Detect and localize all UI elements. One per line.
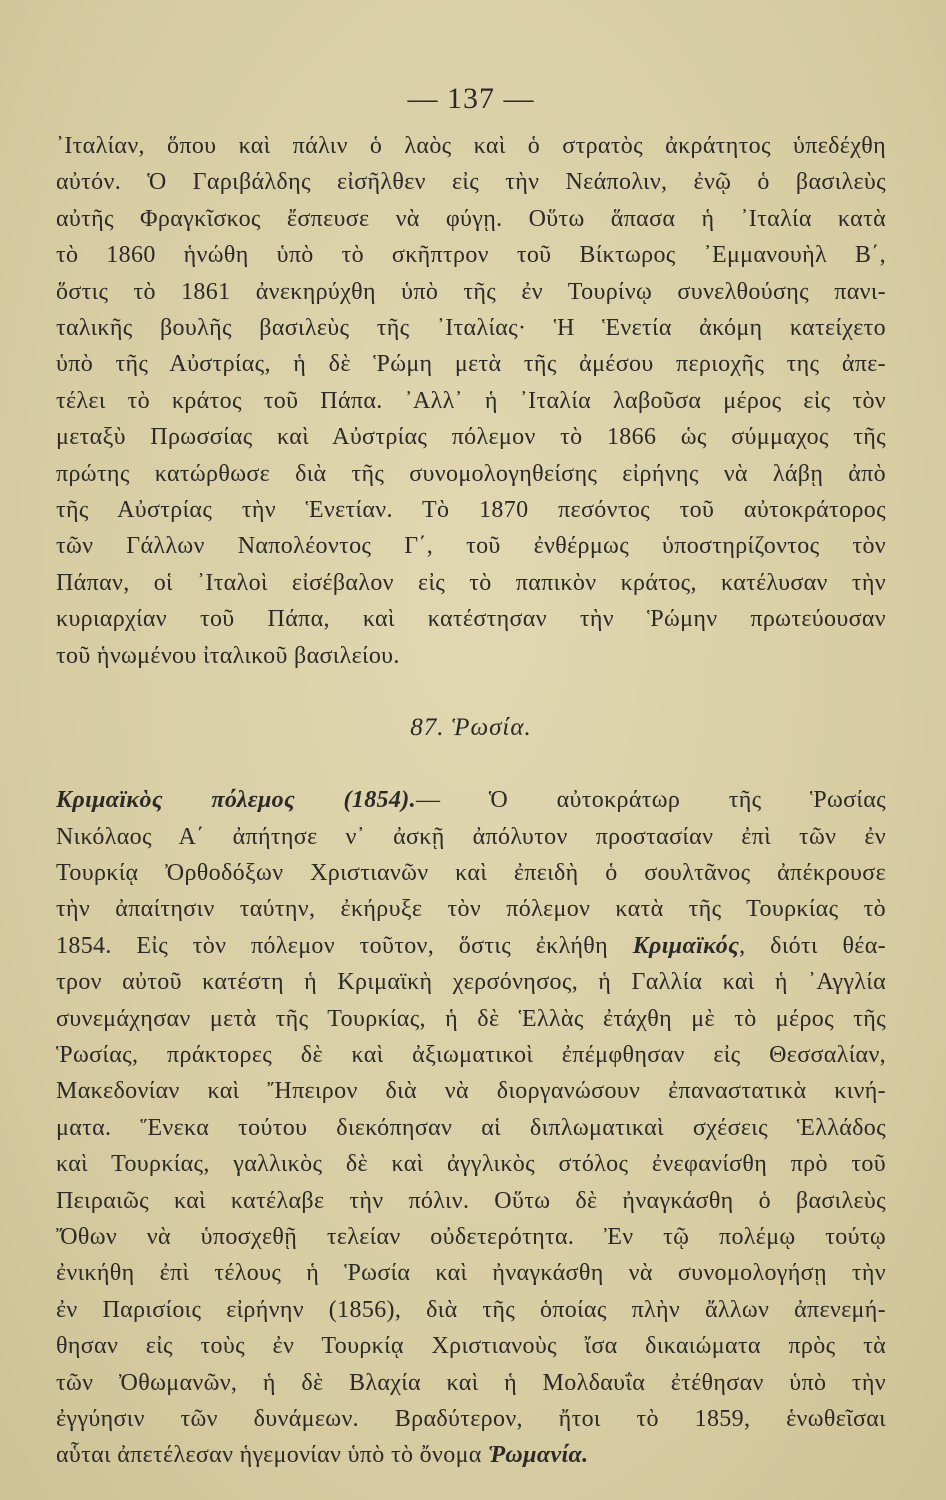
text-line: τρον αὐτοῦ κατέστη ἡ Κριμαϊκὴ χερσόνησος, ἡ Γαλλία καὶ ἡ ᾿Αγγλία: [56, 969, 886, 996]
text-line: Ῥωσίας, πράκτορες δὲ καὶ ἀξιωματικοὶ ἐπέμφθησαν εἰς Θεσσαλίαν,: [56, 1041, 886, 1068]
emphasis-word: Κριμαϊκός: [632, 932, 740, 959]
text-line: Πειραιῶς καὶ κατέλαβε τὴν πόλιν. Οὕτω δὲ ἠναγκάσθη ὁ βασιλεὺς: [56, 1187, 886, 1214]
text-line: ἐν Παρισίοις εἰρήνην (1856), διὰ τῆς ὁποίας πλὴν ἄλλων ἀπενεμή-: [56, 1296, 886, 1323]
text-line: καὶ Τουρκίας, γαλλικὸς δὲ καὶ ἀγγλικὸς στόλος ἐνεφανίσθη πρὸ τοῦ: [56, 1151, 886, 1178]
page-number: — 137 —: [407, 82, 535, 115]
text-run: — Ὁ αὐτοκράτωρ τῆς Ῥωσίας: [415, 787, 886, 814]
subheading: Κριμαϊκὸς πόλεμος (1854).: [56, 787, 416, 814]
text-line: αὐτόν. Ὁ Γαριβάλδης εἰσῆλθεν εἰς τὴν Νεάπολιν, ἐνῷ ὁ βασιλεὺς: [56, 169, 886, 196]
text-line: ταλικῆς βουλῆς βασιλεὺς τῆς ᾿Ιταλίας· Ἡ Ἑνετία ἀκόμη κατείχετο: [56, 315, 886, 342]
text-line: ᾿Ιταλίαν, ὅπου καὶ πάλιν ὁ λαὸς καὶ ὁ στρατὸς ἀκράτητος ὑπεδέχθη: [56, 133, 886, 159]
paragraph-russia: [56, 782, 886, 1474]
text-line: Τουρκίᾳ Ὀρθοδόξων Χριστιανῶν καὶ ἐπειδὴ ὁ σουλτᾶνος ἀπέκρουσε: [56, 859, 886, 886]
text-line: [56, 928, 886, 964]
text-line: συνεμάχησαν μετὰ τῆς Τουρκίας, ἡ δὲ Ἑλλὰς ἐτάχθη μὲ τὸ μέρος τῆς: [56, 1005, 886, 1032]
text-line: τοῦ ἡνωμένου ἰταλικοῦ βασιλείου.: [56, 642, 400, 669]
text-run: αὗται ἀπετέλεσαν ἡγεμονίαν ὑπὸ τὸ ὄνομα: [56, 1442, 489, 1469]
text-line: Ὄθων νὰ ὑποσχεθῇ τελείαν οὐδετερότητα. Ἐν τῷ πολέμῳ τούτῳ: [56, 1223, 886, 1250]
text-line: τῶν Γάλλων Ναπολέοντος Γ΄, τοῦ ἐνθέρμως ὑποστηρίζοντος τὸν: [56, 533, 886, 560]
text-line: ἐγγύησιν τῶν δυνάμεων. Βραδύτερον, ἤτοι τὸ 1859, ἑνωθεῖσαι: [56, 1406, 886, 1432]
text-line: Νικόλαος Α΄ ἀπήτησε ν᾿ ἀσκῇ ἀπόλυτον προστασίαν ἐπὶ τῶν ἐν: [56, 823, 886, 850]
text-line: τέλει τὸ κράτος τοῦ Πάπα. ᾿Αλλ᾿ ἡ ᾿Ιταλία λαβοῦσα μέρος εἰς τὸν: [56, 387, 886, 414]
text-line: Πάπαν, οἱ ᾿Ιταλοὶ εἰσέβαλον εἰς τὸ παπικὸν κράτος, κατέλυσαν τὴν: [56, 569, 886, 596]
text-run: 1854. Εἰς τὸν πόλεμον τοῦτον, ὅστις ἐκλήθη: [56, 932, 633, 959]
text-line: τὸ 1860 ἡνώθη ὑπὸ τὸ σκῆπτρον τοῦ Βίκτωρος ᾿Εμμανουὴλ Β΄,: [56, 242, 886, 269]
text-line: [56, 1437, 886, 1473]
emphasis-word: Ῥωμανία.: [488, 1442, 589, 1469]
text-line: μεταξὺ Πρωσσίας καὶ Αὐστρίας πόλεμον τὸ 1866 ὡς σύμμαχος τῆς: [56, 424, 886, 451]
section-heading: 87. Ῥωσία.: [410, 714, 532, 742]
text-run: , διότι θέα-: [739, 932, 886, 959]
text-line: ὅστις τὸ 1861 ἀνεκηρύχθη ὑπὸ τῆς ἐν Τουρίνῳ συνελθούσης πανι-: [56, 278, 886, 305]
text-line: [56, 782, 886, 818]
text-line: τὴν ἀπαίτησιν ταύτην, ἐκήρυξε τὸν πόλεμον κατὰ τῆς Τουρκίας τὸ: [56, 896, 886, 923]
text-line: θησαν εἰς τοὺς ἐν Τουρκίᾳ Χριστιανοὺς ἴσα δικαιώματα πρὸς τὰ: [56, 1333, 886, 1360]
book-page: [56, 82, 886, 1474]
paragraph-italy: [56, 128, 886, 674]
text-line: τῶν Ὀθωμανῶν, ἡ δὲ Βλαχία καὶ ἡ Μολδαυΐα ἐτέθησαν ὑπὸ τὴν: [56, 1369, 886, 1396]
text-line: τῆς Αὐστρίας τὴν Ἑνετίαν. Τὸ 1870 πεσόντος τοῦ αὐτοκράτορος: [56, 497, 886, 524]
text-line: ὑπὸ τῆς Αὐστρίας, ἡ δὲ Ῥώμη μετὰ τῆς ἀμέσου περιοχῆς της ἀπε-: [56, 351, 886, 378]
text-line: κυριαρχίαν τοῦ Πάπα, καὶ κατέστησαν τὴν Ῥώμην πρωτεύουσαν: [56, 606, 886, 633]
text-line: αὐτῆς Φραγκῖσκος ἔσπευσε νὰ φύγῃ. Οὕτω ἅπασα ἡ ᾿Ιταλία κατὰ: [56, 205, 886, 232]
text-line: ματα. Ἕνεκα τούτου διεκόπησαν αἱ διπλωματικαὶ σχέσεις Ἑλλάδος: [56, 1114, 886, 1141]
text-line: Μακεδονίαν καὶ Ἤπειρον διὰ νὰ διοργανώσουν ἐπαναστατικὰ κινή-: [56, 1078, 886, 1105]
text-line: πρώτης κατώρθωσε διὰ τῆς συνομολογηθείσης εἰρήνης νὰ λάβῃ ἀπὸ: [56, 460, 886, 487]
text-line: ἐνικήθη ἐπὶ τέλους ἡ Ῥωσία καὶ ἠναγκάσθη νὰ συνομολογήσῃ τὴν: [56, 1260, 886, 1287]
